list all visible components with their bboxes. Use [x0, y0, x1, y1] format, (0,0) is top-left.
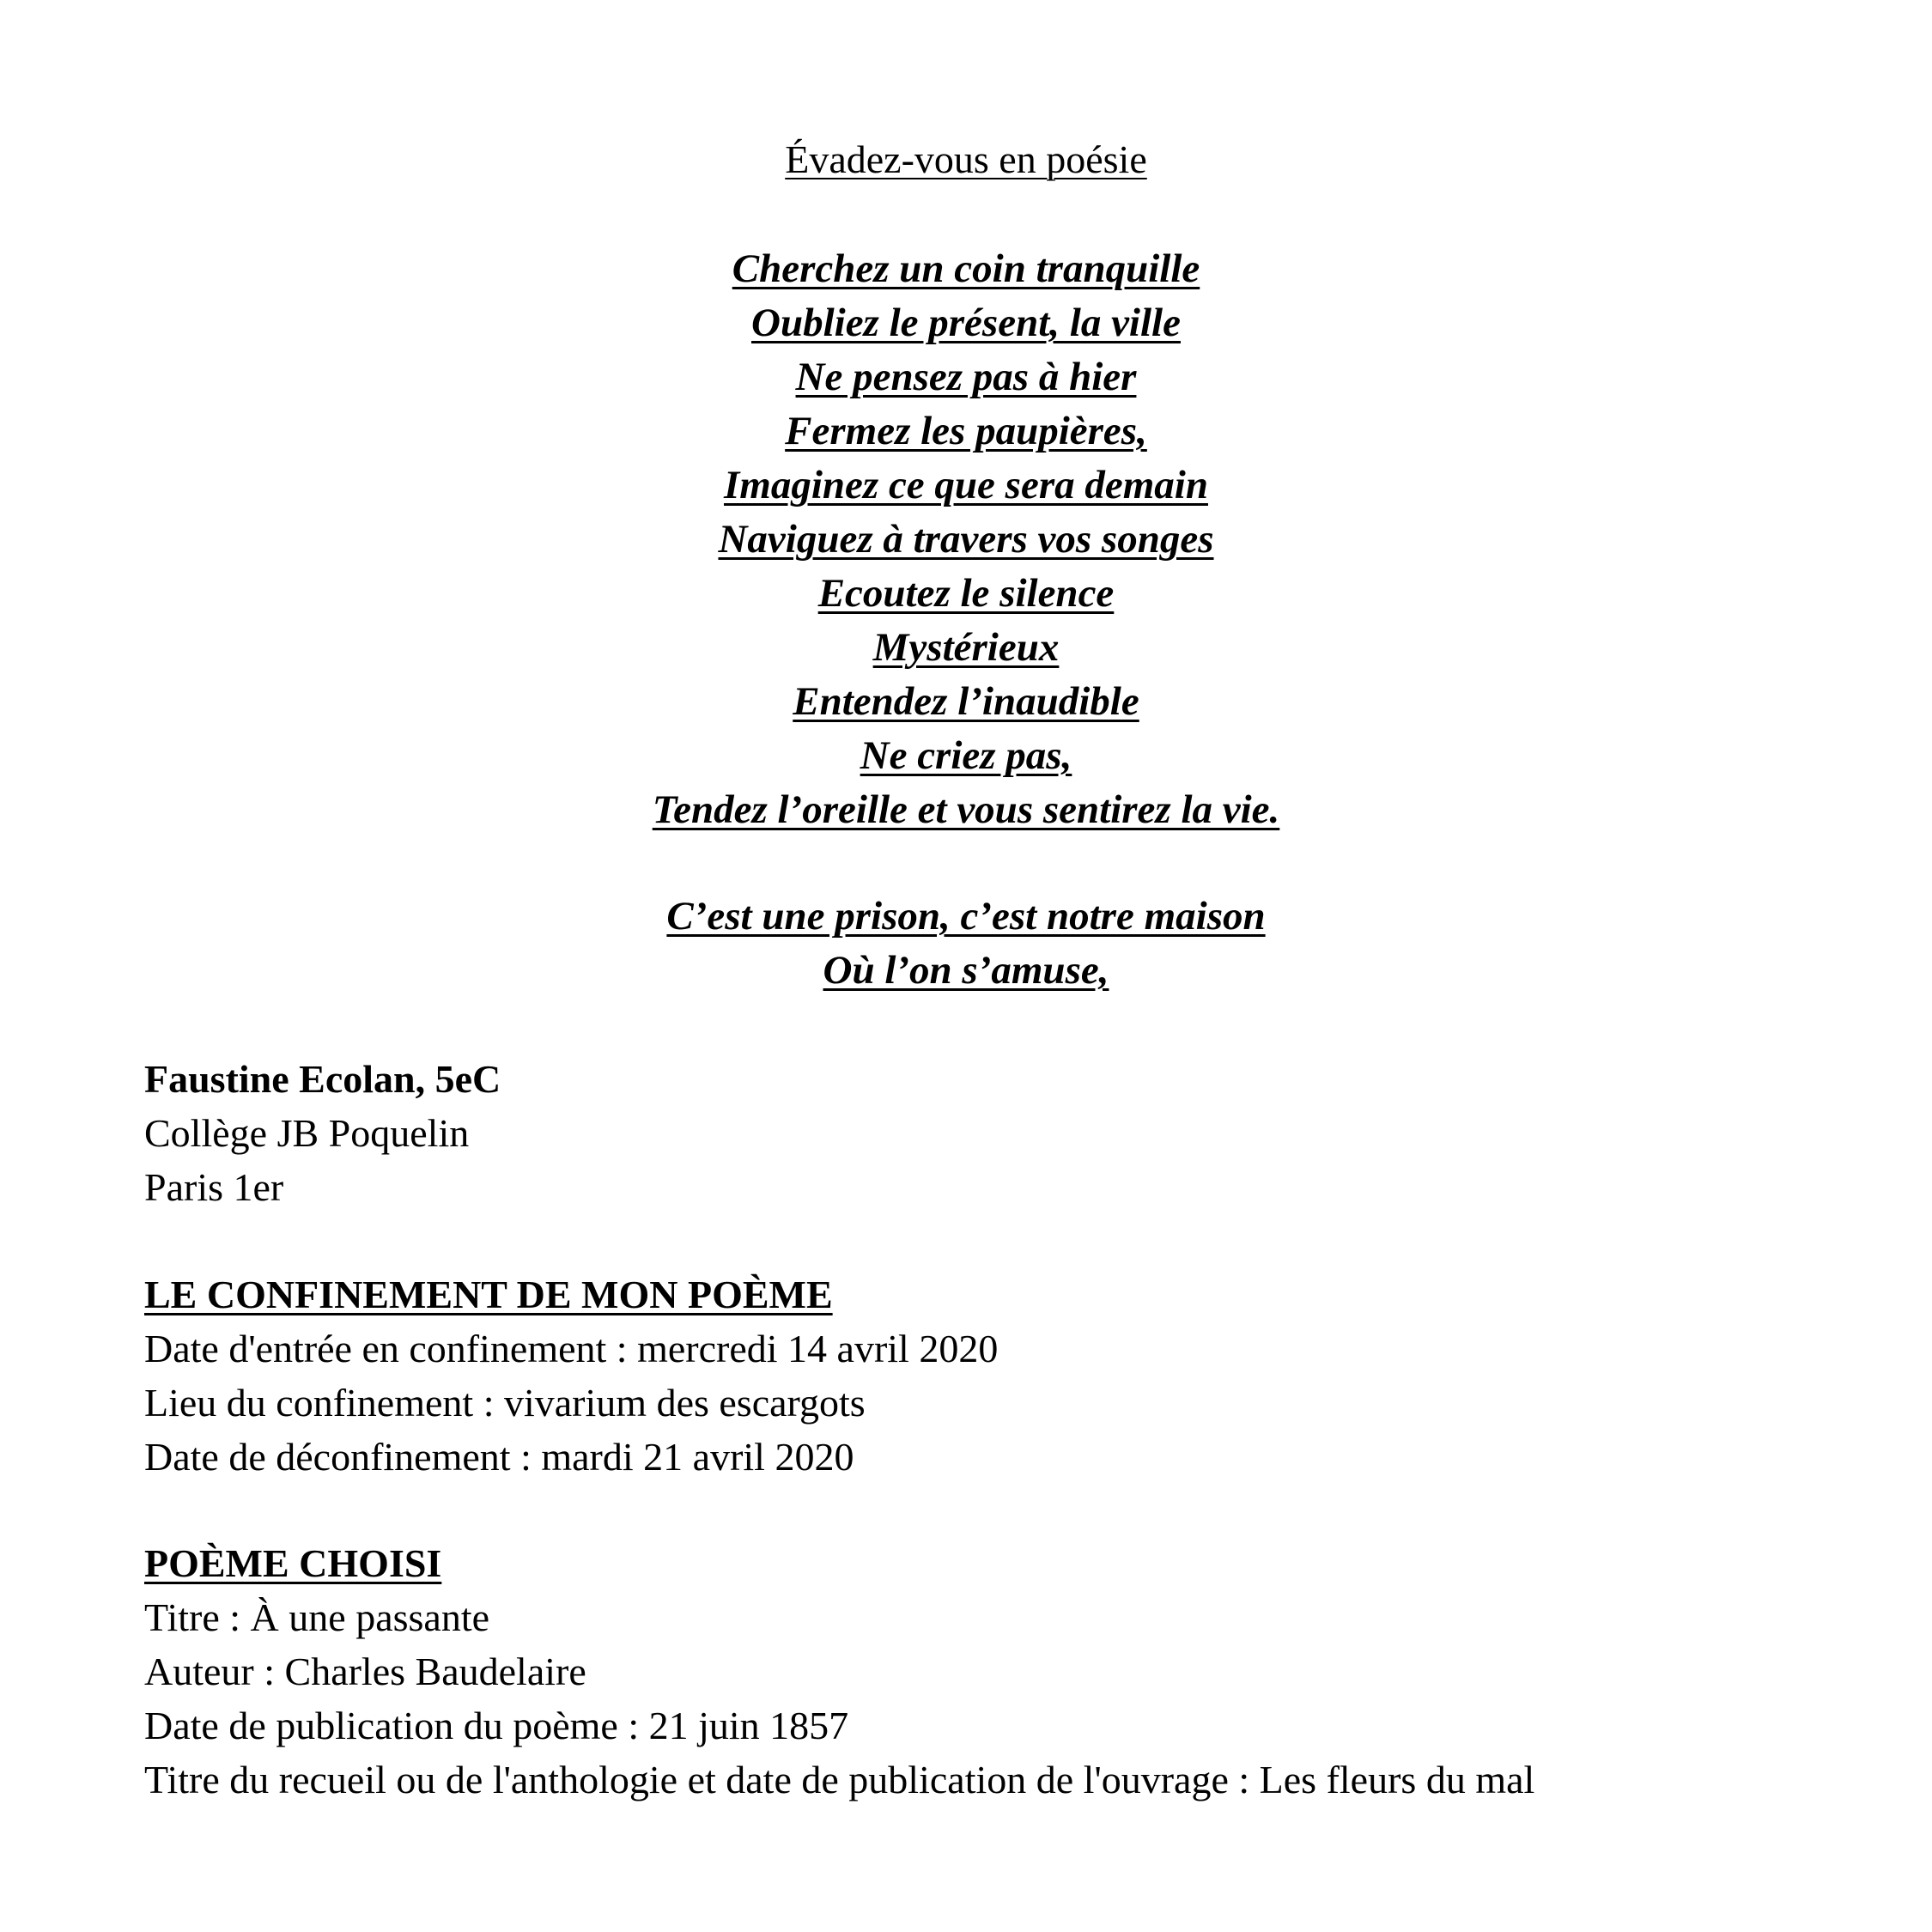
verse-line: Naviguez à travers vos songes: [718, 517, 1214, 562]
poem-title: Évadez-vous en poésie: [785, 137, 1147, 181]
chosen-poem-section: [144, 1536, 1534, 1807]
stanza-one: [0, 242, 1932, 837]
chosen-poem-author: Auteur : Charles Baudelaire: [144, 1649, 586, 1693]
chosen-poem-collection: Titre du recueil ou de l'anthologie et date de publication de l'ouvrage : Les fleurs du mal: [144, 1758, 1535, 1801]
verse-line: C’est une prison, c’est notre maison: [666, 894, 1266, 939]
author-name: Faustine Ecolan, 5eC: [144, 1057, 501, 1101]
confinement-section: [144, 1267, 998, 1484]
chosen-poem-publication-date: Date de publication du poème : 21 juin 1857: [144, 1704, 849, 1747]
chosen-poem-heading: POÈME CHOISI: [144, 1541, 442, 1585]
verse-line: Fermez les paupières,: [785, 409, 1147, 453]
author-city: Paris 1er: [144, 1165, 284, 1209]
verse-line: Ecoutez le silence: [817, 571, 1115, 616]
author-school: Collège JB Poquelin: [144, 1111, 470, 1155]
verse-line: Où l’on s’amuse,: [823, 948, 1109, 993]
verse-line: Tendez l’oreille et vous sentirez la vie.: [652, 787, 1280, 832]
verse-line: Entendez l’inaudible: [793, 679, 1139, 724]
verse-line: Imaginez ce que sera demain: [724, 463, 1208, 507]
author-block: [144, 1052, 501, 1214]
confinement-entry-date: Date d'entrée en confinement : mercredi 14 avril 2020: [144, 1327, 999, 1370]
confinement-exit-date: Date de déconfinement : mardi 21 avril 2020: [144, 1435, 854, 1479]
verse-line: Oubliez le présent, la ville: [751, 301, 1181, 345]
verse-line: Cherchez un coin tranquille: [732, 246, 1200, 291]
verse-line: Ne pensez pas à hier: [795, 355, 1137, 399]
confinement-heading: LE CONFINEMENT DE MON POÈME: [144, 1273, 833, 1316]
stanza-two: [0, 890, 1932, 998]
chosen-poem-title: Titre : À une passante: [144, 1595, 490, 1639]
verse-line: Mystérieux: [872, 625, 1060, 670]
verse-line: Ne criez pas,: [860, 733, 1072, 778]
confinement-location: Lieu du confinement : vivarium des escargots: [144, 1381, 866, 1425]
